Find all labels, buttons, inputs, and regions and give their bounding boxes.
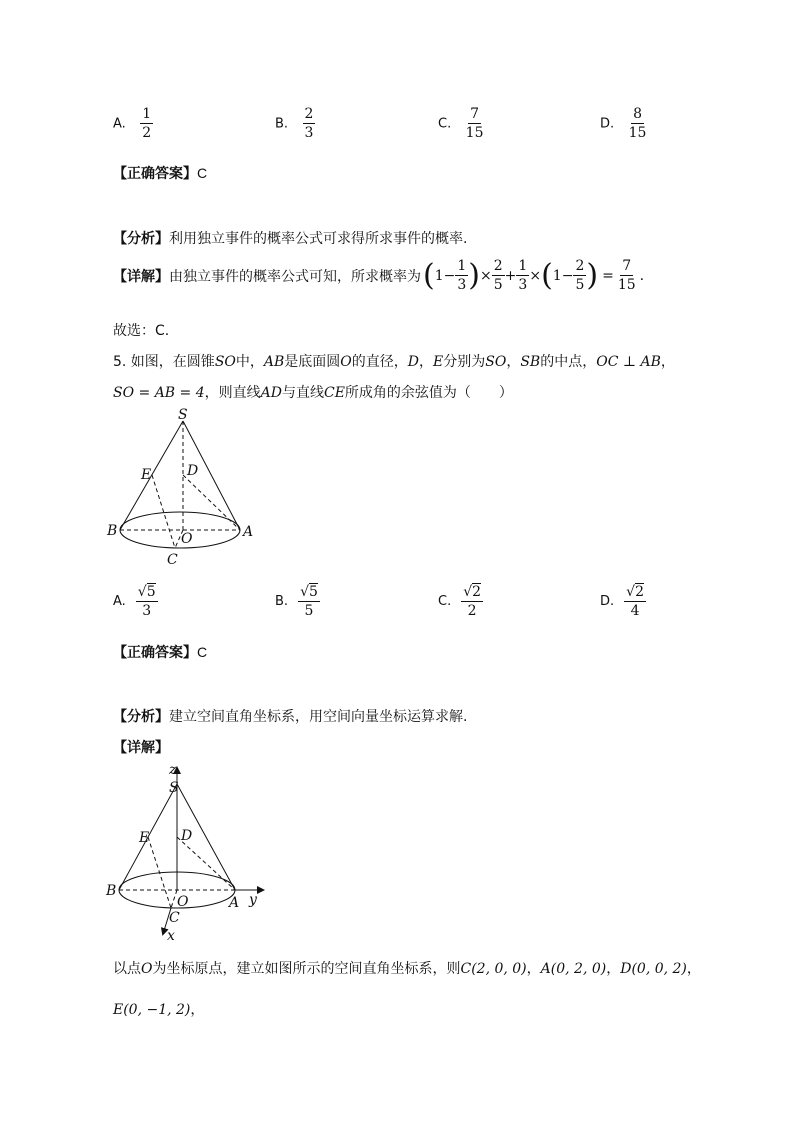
label-z: z (169, 762, 177, 778)
label-e: E (139, 830, 150, 846)
fraction: $\frac{√5}{3}$ (137, 584, 156, 619)
sqrt-symbol: √ (463, 584, 473, 600)
q5-coords-line2: E(0, −1, 2)， (113, 1002, 205, 1018)
q4-option-c: C. $\frac{7}{15}$ (438, 106, 484, 141)
fraction: $\frac{2}{5}$ (493, 258, 503, 293)
q5-answer: 【正确答案】C (113, 644, 208, 661)
q4-formula: ( 1 − $\frac{1}{3}$ ) × $\frac{2}{5}$ + $\frac{1}{3}$ × ( 1 − $\frac{2}{5}$ ) = $\frac{7}{15}$ . (423, 257, 645, 293)
label-s: S (178, 407, 188, 423)
fraction: $\frac{√5}{5}$ (300, 584, 318, 619)
label-o: O (181, 531, 193, 547)
fraction: $\frac{8}{15}$ (628, 106, 647, 141)
q4-answer: 【正确答案】C (113, 165, 208, 182)
fraction: $\frac{1}{3}$ (457, 258, 467, 293)
fraction: $\frac{1}{2}$ (142, 106, 152, 141)
fraction: $\frac{7}{15}$ (465, 106, 484, 141)
sqrt-symbol: √ (137, 584, 147, 600)
q5-option-c: C. $\frac{√2}{2}$ (438, 584, 482, 619)
fraction: $\frac{1}{3}$ (518, 258, 528, 293)
label-d: D (181, 828, 193, 844)
segment-ad (183, 475, 240, 530)
q5-option-d: D. $\frac{√2}{4}$ (600, 584, 644, 619)
cone-figure (105, 405, 265, 575)
fraction: $\frac{√2}{2}$ (463, 584, 482, 619)
label-d: D (187, 463, 199, 479)
label-y: y (249, 892, 257, 908)
fraction: $\frac{2}{5}$ (575, 258, 585, 293)
q4-option-d: D. $\frac{8}{15}$ (600, 106, 647, 141)
label-b: B (107, 523, 118, 539)
q5-option-a: A. $\frac{√5}{3}$ (113, 584, 156, 619)
fraction: $\frac{2}{3}$ (304, 106, 314, 141)
q5-detail: 【详解】 (113, 740, 169, 756)
q4-analysis: 【分析】利用独立事件的概率公式可求得所求事件的概率. (113, 231, 468, 247)
segment-ad (177, 837, 235, 890)
label-o: O (177, 894, 189, 910)
q5-line2: SO = AB = 4，则直线AD与直线CE所成角的余弦值为（ ） (113, 385, 513, 401)
cone-axes-figure (105, 762, 275, 944)
sqrt-symbol: √ (626, 584, 636, 600)
q4-option-b: B. $\frac{2}{3}$ (275, 106, 314, 141)
left-paren: ( (423, 257, 435, 293)
segment-ce (152, 475, 175, 548)
fraction: $\frac{7}{15}$ (617, 258, 636, 293)
label-a: A (229, 895, 240, 911)
label-e: E (141, 467, 152, 483)
q5-option-b: B. $\frac{√5}{5}$ (275, 584, 318, 619)
label-c: C (167, 552, 178, 568)
left-paren: ( (541, 257, 553, 293)
sqrt-symbol: √ (300, 584, 309, 600)
q5-line1: 5. 如图，在圆锥SO中，AB是底面圆O的直径，D，E分别为SO，SB的中点，OC ⊥ AB， (113, 354, 675, 370)
label-s: S (169, 780, 179, 796)
label-a: A (243, 524, 254, 540)
label-b: B (106, 883, 117, 899)
right-paren: ) (468, 257, 481, 293)
q5-coords-line: 以点O为坐标原点，建立如图所示的空间直角坐标系，则C(2, 0, 0)，A(0, 2, 0)，D(0, 0, 2)， (113, 961, 701, 977)
q4-option-a: A. $\frac{1}{2}$ (113, 106, 152, 141)
label-c: C (169, 910, 180, 926)
q4-detail: 【详解】 由独立事件的概率公式可知，所求概率为 ( 1 − $\frac{1}{3}$ ) × $\frac{2}{5}$ + $\frac{1}{3}$ × ( 1 − $\frac{2}{5}$ ) = $\frac{7}{15}$ . (113, 257, 645, 293)
label-x: x (167, 928, 175, 944)
fraction: $\frac{√2}{4}$ (626, 584, 644, 619)
q4-choose: 故选：C. (113, 323, 170, 339)
q5-analysis: 【分析】建立空间直角坐标系，用空间向量坐标运算求解. (113, 709, 468, 725)
right-paren: ) (586, 257, 599, 293)
